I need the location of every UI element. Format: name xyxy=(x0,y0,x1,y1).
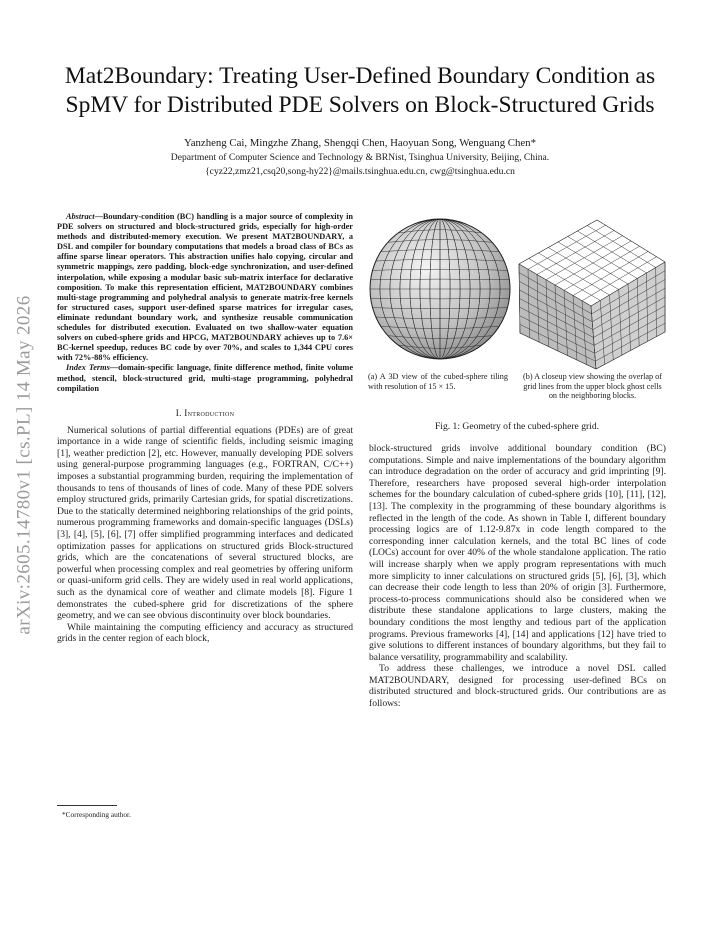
paper-title: Mat2Boundary: Treating User-Defined Boundary Condition as SpMV for Distributed PDE Solvers on Block-Structured Grids xyxy=(64,63,656,118)
right-paragraph-1: block-structured grids involve additional boundary condition (BC) computations. Simple and naive implementations of the boundary algorithm can introduce degradation on the order of accuracy and grid imprinting [9]. Therefore, researchers have proposed several high-order interpolation schemes for the boundary calculation of cubed-sphere grids [10], [11], [12], [13]. The complexity in the programming of these boundary algorithms is reflected in the length of the code. As shown in Table I, different boundary processing logics are of 1.12-9.87x in code length compared to the corresponding inner calculation kernels, and the total BC lines of code (LOCs) account for over 40% of the whole standalone application. The ratio will increase sharply when we apply program representations with much more simplicity to inner calculations on structured grids [5], [6], [3], which can decrease their code length to less than 20% of origin [3]. Furthermore, process-to-process communications should also be considered when we distribute these standalone applications to large clusters, making the boundary conditions the most lengthy and tedious part of the application programs. Previous frameworks [4], [14] and applications [12] have tried to give solutions to different instances of boundary algorithms, but they fail to balance versatility, programmability and scalability. xyxy=(369,443,666,663)
index-terms xyxy=(57,363,353,393)
affiliation: Department of Computer Science and Technology & BRNist, Tsinghua University, Beijing, China. xyxy=(170,152,550,163)
author-list: Yanzheng Cai, Mingzhe Zhang, Shengqi Chen, Haoyuan Song, Wenguang Chen* xyxy=(184,137,536,149)
footnote: *Corresponding author. xyxy=(62,810,131,819)
right-paragraph-2: To address these challenges, we introduce a novel DSL called MAT2BOUNDARY, designed for processing user-defined BCs on distributed structured and block-structured grids. Our contributions are as follows: xyxy=(369,663,666,710)
cubed-sphere-illustration xyxy=(366,206,668,371)
index-terms-label: Index Terms xyxy=(66,363,110,373)
section-heading-introduction: I. Introduction xyxy=(175,407,235,418)
author-emails: {cyz22,zmz21,csq20,song-hy22}@mails.tsinghua.edu.cn, cwg@tsinghua.edu.cn xyxy=(205,166,515,177)
figure-subcaption-a: (a) A 3D view of the cubed-sphere tiling with resolution of 15 × 15. xyxy=(368,372,508,391)
abstract-text: —Boundary-condition (BC) handling is a major source of complexity in PDE solvers on structured and block-structured grids, especially for high-order methods and distributed-memory execution. We present MAT2BOUNDARY, a DSL and compiler for boundary computations that models a broad class of BCs as affine sparse linear operators. This abstraction unifies halo copying, circular and symmetric mappings, zero padding, block-edge synchronization, and user-defined interpolation, while exposing a modular basic sub-matrix interface for declarative composition. To make this representation efficient, MAT2BOUNDARY combines multi-stage programming and polyhedral analysis to generate matrix-free kernels for structured cases, support user-defined sparse matrices for irregular cases, eliminate redundant boundary work, and synthesize reusable communication schedules for distributed execution. Evaluated on two shallow-water equation solvers on cubed-sphere grids and HPCG, MAT2BOUNDARY achieves up to 7.6× BC-kernel speedup, reduces BC code by over 70%, and scales to 1,344 CPU cores with 72%-88% efficiency. xyxy=(57,212,353,363)
figure-caption: Fig. 1: Geometry of the cubed-sphere grid. xyxy=(434,421,600,432)
figure-1 xyxy=(366,206,668,431)
arxiv-identifier-stamp: arXiv:2605.14780v1 [cs.PL] 14 May 2026 xyxy=(14,295,36,635)
intro-paragraph-1: Numerical solutions of partial differential equations (PDEs) are of great importance in a wide range of scientific fields, including seismic imaging [1], weather prediction [2], etc. However, manually developing PDE solvers using general-purpose programming languages (e.g., FORTRAN, C/C++) imposes a substantial programming burden, requiring the implementation of thousands to tens of thousands of lines of code. Many of these PDE solvers employ structured grids, primarily Cartesian grids, for spatial discretizations. Due to the statically determined neighboring relationships of the grid points, numerous programming frameworks and domain-specific languages (DSLs) [3], [4], [5], [6], [7] offer simplified programming interfaces and dedicated optimization passes for applications on structured grids Block-structured grids, which are the concatenations of several structured blocks, are powerful when processing complex and real geometries by offering uniform or quasi-uniform grid cells. They are widely used in real world applications, such as the dynamical core of weather and climate models [8]. Figure 1 demonstrates the cubed-sphere grid for discretizations of the sphere geometry, and we can see obvious discontinuity over block boundaries. xyxy=(57,424,353,622)
figure-subcaption-b: (b) A closeup view showing the overlap of grid lines from the upper block ghost cells on the neighboring blocks. xyxy=(523,372,662,401)
right-column xyxy=(369,443,666,710)
left-column xyxy=(57,212,353,645)
sphere-3d-view xyxy=(370,219,510,359)
footnote-rule xyxy=(57,805,117,806)
intro-paragraph-2: While maintaining the computing efficiency and accuracy as structured grids in the center region of each block, xyxy=(57,621,353,645)
abstract xyxy=(57,212,353,363)
abstract-label: Abstract xyxy=(66,212,95,221)
cube-corner-closeup xyxy=(519,220,665,369)
index-terms-text: —domain-specific language, finite difference method, finite volume method, stencil, block-structured grid, multi-stage programming, polyhedral compilation xyxy=(57,363,353,393)
